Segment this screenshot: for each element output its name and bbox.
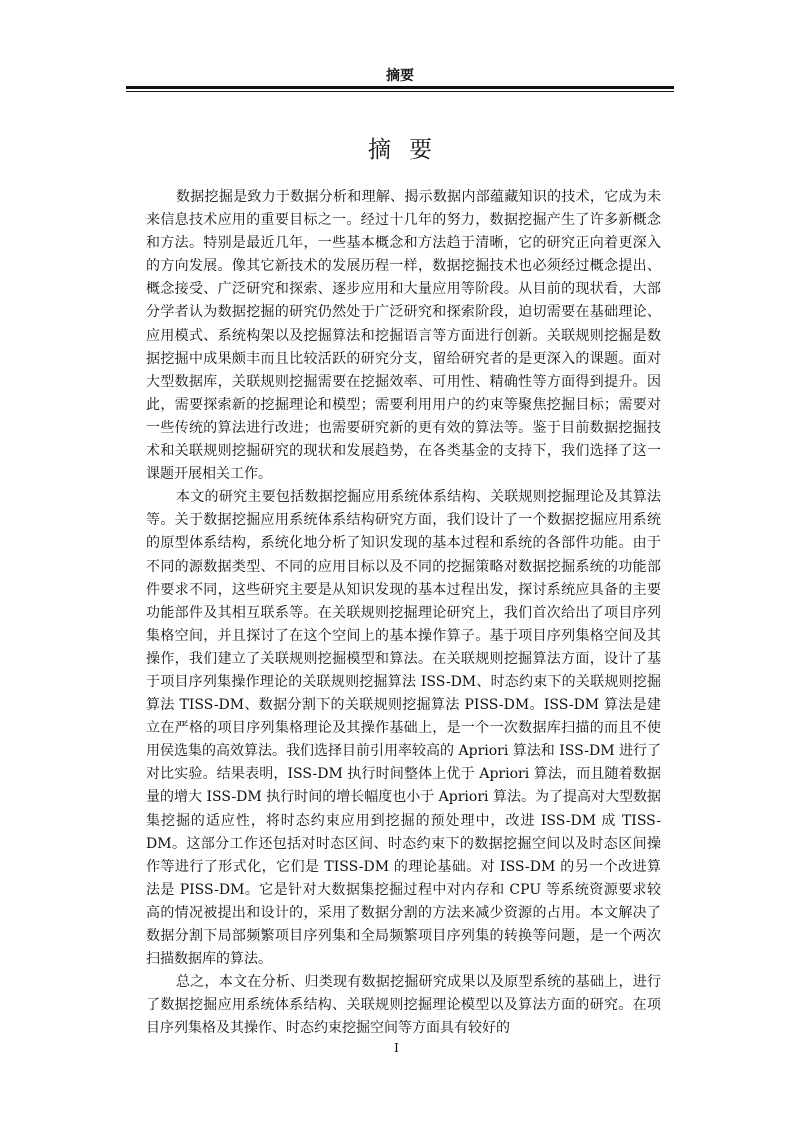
abstract-body [146,186,661,1037]
header-rule-thin [126,91,674,92]
paragraph-1: 数据挖掘是致力于数据分析和理解、揭示数据内部蕴藏知识的技术，它成为未来信息技术应用的重要目标之一。经过十几年的努力，数据挖掘产生了许多新概念和方法。特别是最近几年，一些基本概念和方法趋于清晰，它的研究正向着更深入的方向发展。像其它新技术的发展历程一样，数据挖掘技术也必须经过概念提出、概念接受、广泛研究和探索、逐步应用和大量应用等阶段。从目前的现状看，大部分学者认为数据挖掘的研究仍然处于广泛研究和探索阶段，迫切需要在基础理论、应用模式、系统构架以及挖掘算法和挖掘语言等方面进行创新。关联规则挖掘是数据挖掘中成果颇丰而且比较活跃的研究分支，留给研究者的是更深入的课题。面对大型数据库，关联规则挖掘需要在挖掘效率、可用性、精确性等方面得到提升。因此，需要探索新的挖掘理论和模型；需要利用用户的约束等聚焦挖掘目标；需要对一些传统的算法进行改进；也需要研究新的更有效的算法等。鉴于目前数据挖掘技术和关联规则挖掘研究的现状和发展趋势，在各类基金的支持下，我们选择了这一课题开展相关工作。 [146,189,661,483]
header-rule-thick [126,86,674,89]
paragraph-2: 本文的研究主要包括数据挖掘应用系统体系结构、关联规则挖掘理论及其算法等。关于数据挖掘应用系统体系结构研究方面，我们设计了一个数据挖掘应用系统的原型体系结构，系统化地分析了知识发现的基本过程和系统的各部件功能。由于不同的源数据类型、不同的应用目标以及不同的挖掘策略对数据挖掘系统的功能部件要求不同，这些研究主要是从知识发现的基本过程出发，探讨系统应具备的主要功能部件及其相互联系等。在关联规则挖掘理论研究上，我们首次给出了项目序列集格空间，并且探讨了在这个空间上的基本操作算子。基于项目序列集格空间及其操作，我们建立了关联规则挖掘模型和算法。在关联规则挖掘算法方面，设计了基于项目序列集操作理论的关联规则挖掘算法 ISS-DM、时态约束下的关联规则挖掘算法 TISS-DM、数据分割下的关联规则挖掘算法 PISS-DM。ISS-DM 算法是建立在严格的项目序列集格理论及其操作基础上，是一个一次数据库扫描的而且不使用侯选集的高效算法。我们选择目前引用率较高的 Apriori 算法和 ISS-DM 进行了对比实验。结果表明，ISS-DM 执行时间整体上优于 Apriori 算法，而且随着数据量的增大 ISS-DM 执行时间的增长幅度也小于 Apriori 算法。为了提高对大型数据集挖掘的适应性，将时态约束应用到挖掘的预处理中，改进 ISS-DM 成 TISS-DM。这部分工作还包括对时态区间、时态约束下的数据挖掘空间以及时态区间操作等进行了形式化，它们是 TISS-DM 的理论基础。对 ISS-DM 的另一个改进算法是 PISS-DM。它是针对大数据集挖掘过程中对内存和 CPU 等系统资源要求较高的情况被提出和设计的，采用了数据分割的方法来减少资源的占用。本文解决了数据分割下局部频繁项目序列集和全局频繁项目序列集的转换等问题，是一个两次扫描数据库的算法。 [146,489,661,968]
paragraph-3: 总之，本文在分析、归类现有数据挖掘研究成果以及原型系统的基础上，进行了数据挖掘应用系统体系结构、关联规则挖掘理论模型以及算法方面的研究。在项目序列集格及其操作、时态约束挖掘空间等方面具有较好的 [146,974,661,1037]
page-title: 摘要 [368,137,450,163]
running-header: 摘要 [386,68,414,84]
page-number: I [394,1041,399,1055]
